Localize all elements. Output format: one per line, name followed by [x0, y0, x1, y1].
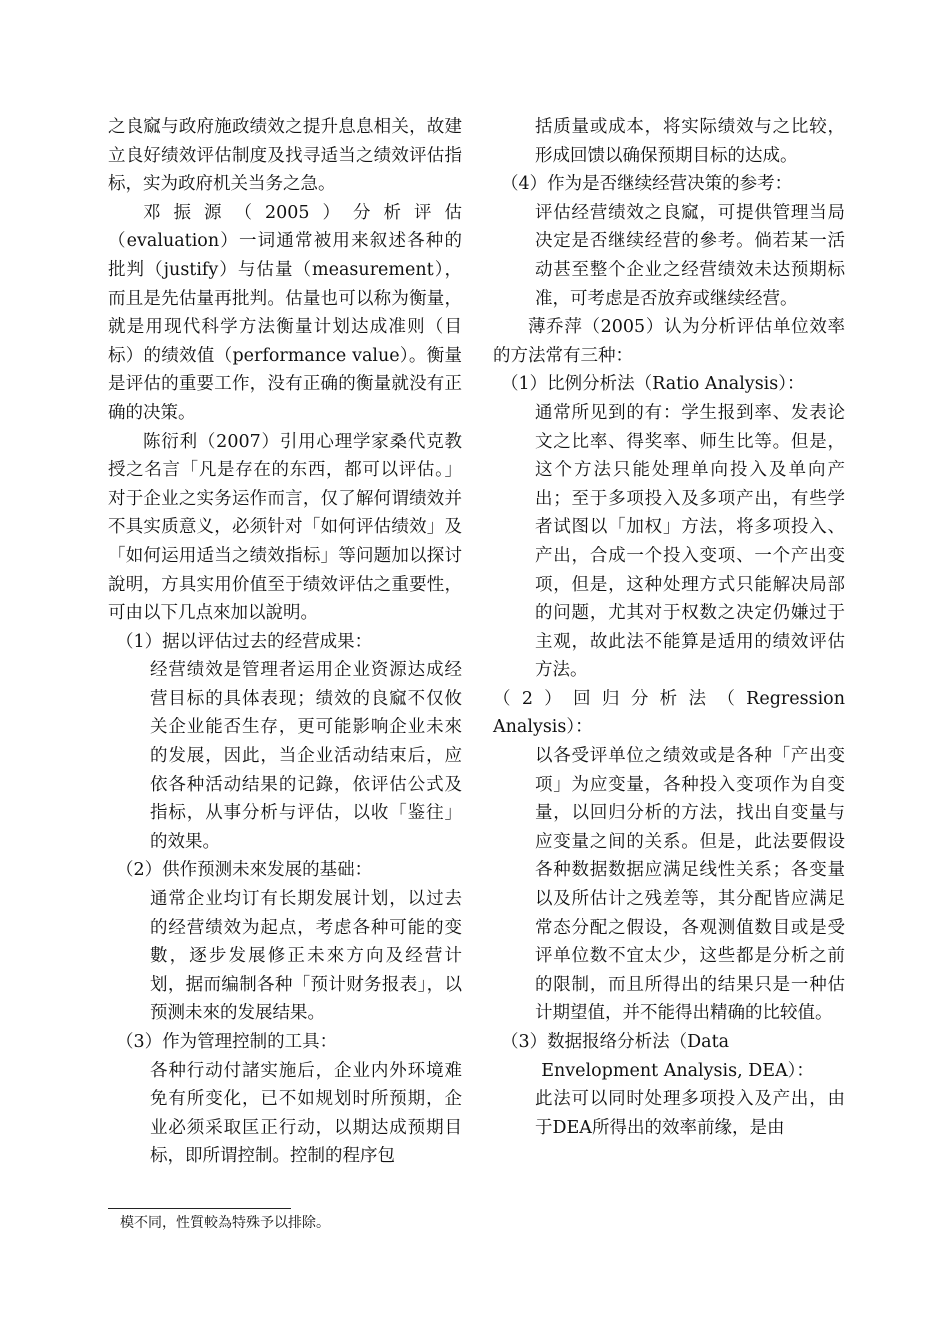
paragraph: 邓振源（2005）分析评估（evaluation）一词通常被用来叙述各种的批判（justify）与估量（measurement），而且是先估量再批判。估量也可以称为衡量，就是用现代科学方法衡量计划达成准则（目标）的绩效值（performance value）。衡量是评估的重要工作，没有正确的衡量就没有正确的决策。: [108, 202, 462, 423]
paragraph: 薄乔萍（2005）认为分析评估单位效率的方法常有三种：: [493, 317, 845, 366]
method-heading: （2）回归分析法（Regression Analysis）：: [493, 688, 845, 738]
method-item: [493, 370, 845, 685]
left-column: [108, 113, 462, 1171]
paragraph: 之良窳与政府施政绩效之提升息息相关，故建立良好绩效评估制度及找寻适当之绩效评估指标，实为政府机关当务之急。: [108, 117, 462, 195]
footnote-divider: [108, 1208, 291, 1209]
list-item-body: 经营绩效是管理者运用企业资源达成经营目标的具体表现；绩效的良窳不仅攸关企业能否生存，更可能影响企业未來的发展，因此，当企业活动结束后，应依各种活动结果的记錄，依评估公式及指标，从事分析与评估，以收「鉴往」的效果。: [150, 660, 462, 852]
method-item: [493, 1028, 845, 1142]
list-item-body: 通常企业均订有长期发展计划，以过去的经营绩效为起点，考虑各种可能的变數，逐步发展修正未來方向及经营计划，据而编制各种「预计财务报表」，以预测未來的发展结果。: [150, 889, 462, 1024]
list-item-heading: （3）作为管理控制的工具：: [116, 1032, 338, 1052]
method-heading: （1）比例分析法（Ratio Analysis）：: [501, 374, 805, 395]
list-item-body: 各种行动付諸实施后，企业内外环境难免有所变化，已不如规划时所预期，企业必须采取匡正行动，以期达成预期目标，即所谓控制。控制的程序包: [150, 1060, 462, 1167]
list-item: [108, 856, 462, 1028]
list-item-heading: （2）供作预测未來发展的基础：: [116, 860, 373, 881]
method-item: [493, 685, 845, 1028]
method-body: 此法可以同时处理多项投入及产出，由于DEA所得出的效率前缘，是由: [535, 1089, 845, 1138]
continued-text: 括质量或成本，将实际绩效与之比较，形成回馈以确保预期目标的达成。: [535, 117, 845, 166]
list-item-heading: （4）作为是否继续经营决策的参考：: [501, 174, 793, 195]
footnote: 模不同，性質較為特殊予以排除。: [120, 1215, 330, 1231]
right-column: [493, 113, 845, 1142]
list-item: [108, 1028, 462, 1171]
paragraph: 陈衍利（2007）引用心理学家桑代克教授之名言「凡是存在的东西，都可以评估。」对于企业之实务运作而言，仅了解何谓绩效并不具实质意义，必须针对「如何评估绩效」及「如何运用适当之绩效指标」等问题加以探讨說明，方具实用价值至于绩效评估之重要性，可由以下几点來加以說明。: [108, 431, 462, 624]
list-item: [493, 170, 845, 313]
list-item-heading: （1）据以评估过去的经营成果：: [116, 631, 373, 652]
list-item: [108, 628, 462, 857]
method-body: 通常所见到的有：学生报到率、发表论文之比率、得奖率、师生比等。但是，这个方法只能处理单向投入及单向产出；至于多项投入及多项产出，有些学者试图以「加权」方法，将多项投入、产出，合成一个投入变项、一个产出变项，但是，这种处理方式只能解决局部的问题，尤其对于权数之决定仍嫌过于主观，故此法不能算是适用的绩效评估方法。: [535, 402, 845, 681]
method-body: 以各受评单位之绩效或是各种「产出变项」为应变量，各种投入变项作为自变量，以回归分析的方法，找出自变量与应变量之间的关系。但是，此法要假设各种数据数据应满足线性关系；各变量以及所估计之残差等，其分配皆应满足常态分配之假设，各观测值数目或是受评单位数不宜太少，这些都是分析之前的限制，而且所得出的结果只是一种估计期望值，并不能得出精确的比较值。: [535, 746, 845, 1024]
list-item-body: 评估经营绩效之良窳，可提供管理当局决定是否继续经营的參考。倘若某一活动甚至整个企业之经营绩效未达预期标准，可考虑是否放弃或继续经营。: [535, 202, 845, 309]
method-heading: （3）数据报络分析法（Data Envelopment Analysis, DEA）：: [501, 1032, 814, 1081]
